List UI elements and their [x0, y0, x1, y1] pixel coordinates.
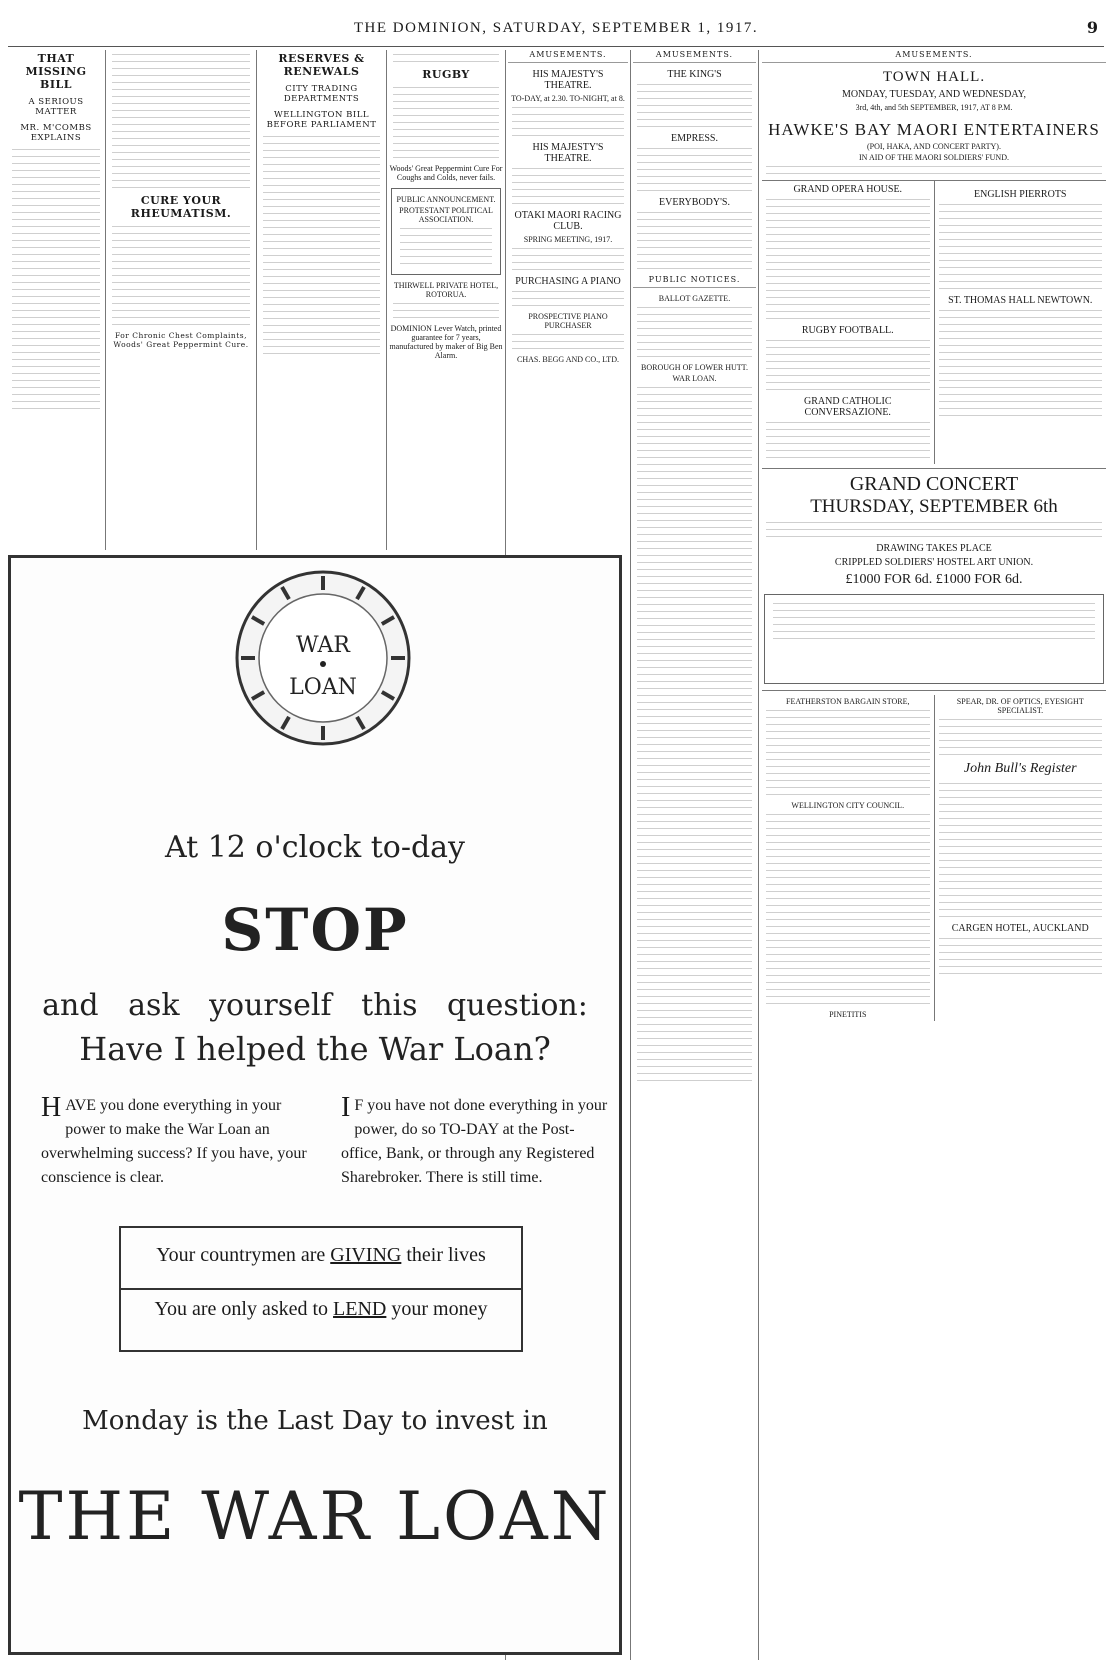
slogan-emphasis: LEND — [333, 1298, 387, 1320]
advertisement-body — [935, 938, 1107, 974]
drop-cap: I — [341, 1092, 351, 1123]
notice-body — [633, 307, 756, 357]
concert-body — [762, 522, 1106, 537]
clock-illustration — [233, 568, 413, 748]
article-headline: THAT MISSING BILL — [25, 52, 87, 91]
advertisement-body — [762, 814, 934, 1004]
column-divider — [758, 50, 759, 1660]
newspaper-title: THE DOMINION, SATURDAY, SEPTEMBER 1, 1917. — [353, 20, 759, 36]
advertisement-title: PURCHASING A PIANO — [515, 276, 621, 287]
masthead — [8, 16, 1104, 47]
war-loan-line-1: At 12 o'clock to-day — [164, 830, 465, 865]
advertisement-body — [508, 248, 628, 270]
war-loan-deadline: Monday is the Last Day to invest in — [82, 1406, 548, 1436]
war-loan-line-2: and ask yourself this question: — [42, 988, 588, 1023]
war-loan-slogan-box — [119, 1226, 523, 1352]
column-6 — [633, 50, 756, 1650]
advertisement-body — [389, 303, 503, 318]
section-divider — [762, 468, 1106, 469]
article-subhead: MR. M'COMBS EXPLAINS — [20, 123, 92, 143]
slogan-divider — [121, 1288, 521, 1290]
notice-title: BOROUGH OF LOWER HUTT. — [641, 363, 748, 372]
article-body — [8, 149, 104, 409]
advertisement-line: DOMINION Lever Watch, printed guarantee for 7 years, manufactured by maker of Big Ben Alarm. — [389, 324, 503, 360]
advertisement-body — [935, 204, 1107, 289]
column-1 — [8, 50, 104, 550]
clock-word-war: WAR — [296, 633, 350, 658]
advertisement-subtitle: TO-DAY, at 2.30. TO-NIGHT, at 8. — [511, 94, 625, 103]
advertisement-body — [508, 334, 628, 349]
column-divider — [256, 50, 257, 550]
announcement-box — [391, 188, 501, 275]
paragraph-text: F you have not done everything in your power, do so TO-DAY at the Post-office, Bank, or through any Registered Sharebroker. There is still time. — [341, 1097, 608, 1186]
advertisement-title: HIS MAJESTY'S THEATRE. — [532, 142, 604, 164]
order-form-box — [764, 594, 1104, 684]
section-header: AMUSEMENTS. — [633, 50, 756, 63]
announcement-subtitle: PROTESTANT POLITICAL ASSOCIATION. — [399, 206, 493, 224]
paragraph-text: AVE you done everything in your power to make the War Loan an overwhelming success? If you have, your conscience is clear. — [41, 1097, 307, 1186]
advertisement-title: ENGLISH PIERROTS — [973, 189, 1067, 200]
advertisement-body — [508, 168, 628, 204]
slogan-line-2 — [121, 1298, 521, 1321]
advertisement-subtitle: PROSPECTIVE PIANO PURCHASER — [528, 312, 608, 330]
page-number: 9 — [1086, 18, 1098, 37]
column-3 — [259, 50, 384, 550]
advertisement-body — [633, 84, 756, 127]
section-header: AMUSEMENTS. — [762, 50, 1106, 63]
advertisement-title: CARGEN HOTEL, AUCKLAND — [951, 923, 1089, 934]
column-divider — [105, 50, 106, 550]
order-form-lines — [769, 603, 1099, 639]
advertisement-line: THIRWELL PRIVATE HOTEL, ROTORUA. — [393, 281, 499, 299]
announcement-body — [396, 228, 496, 264]
war-loan-stop: STOP — [221, 896, 409, 964]
slogan-text: Your countrymen are — [156, 1244, 331, 1266]
section-divider — [762, 180, 1106, 181]
notice-body — [633, 387, 756, 1081]
war-loan-advertisement — [8, 555, 622, 1655]
article-headline: RUGBY — [422, 68, 470, 81]
column-2 — [108, 50, 254, 550]
advertisement-line: For Chronic Chest Complaints, Woods' Great Peppermint Cure. — [113, 331, 249, 349]
article-body — [389, 87, 503, 158]
slogan-text: their lives — [401, 1244, 486, 1266]
advertisement-body — [935, 783, 1107, 917]
slogan-text: your money — [386, 1298, 488, 1320]
advertisement-title: SPEAR, DR. OF OPTICS, EYESIGHT SPECIALIST. — [956, 697, 1084, 715]
art-union-title: CRIPPLED SOLDIERS' HOSTEL ART UNION. — [834, 557, 1034, 568]
war-loan-paragraph-right — [341, 1094, 611, 1190]
advertisement-title: HIS MAJESTY'S THEATRE. — [532, 69, 604, 91]
war-loan-banner: THE WAR LOAN — [18, 1478, 612, 1555]
advertisement-title: EMPRESS. — [671, 133, 718, 144]
advertisement-title: WELLINGTON CITY COUNCIL. — [791, 801, 905, 810]
advertisement-body — [935, 310, 1107, 416]
advertisement-subtitle: (POI, HAKA, AND CONCERT PARTY). — [867, 142, 1001, 151]
column-divider — [386, 50, 387, 550]
advertisement-subtitle: SPRING MEETING, 1917. — [523, 235, 613, 244]
advertisement-title: TOWN HALL. — [882, 69, 986, 85]
advertisement-aid: IN AID OF THE MAORI SOLDIERS' FUND. — [859, 153, 1009, 162]
advertisement-body — [508, 107, 628, 136]
article-headline: RESERVES & RENEWALS — [278, 52, 365, 78]
advertisement-title: PINETITIS — [829, 1010, 867, 1019]
advertisement-headline: HAWKE'S BAY MAORI ENTERTAINERS — [768, 120, 1100, 139]
article-headline: CURE YOUR RHEUMATISM. — [130, 194, 232, 220]
prize-line: £1000 FOR 6d. £1000 FOR 6d. — [845, 572, 1023, 587]
column-4 — [389, 50, 503, 550]
advertisement-line: Woods' Great Peppermint Cure For Coughs and Colds, never fails. — [389, 164, 503, 182]
advertisement-body — [633, 148, 756, 191]
article-subhead: CITY TRADING DEPARTMENTS — [283, 84, 360, 104]
advertisement-title: GRAND OPERA HOUSE. — [793, 184, 903, 195]
advertisement-body — [762, 199, 934, 319]
advertisement-title: OTAKI MAORI RACING CLUB. — [514, 210, 622, 232]
article-subhead: WELLINGTON BILL BEFORE PARLIAMENT — [266, 110, 377, 130]
register-masthead: John Bull's Register — [963, 761, 1077, 776]
slogan-text: You are only asked to — [154, 1298, 334, 1320]
section-header: AMUSEMENTS. — [508, 50, 628, 63]
advertisement-title: ST. THOMAS HALL NEWTOWN. — [948, 295, 1093, 306]
slogan-line-1 — [121, 1244, 521, 1267]
advertisement-title: GRAND CATHOLIC CONVERSAZIONE. — [804, 396, 892, 418]
advertisement-dates: MONDAY, TUESDAY, AND WEDNESDAY, — [841, 89, 1027, 100]
advertisement-body — [762, 166, 1106, 174]
advertisement-title: RUGBY FOOTBALL. — [801, 325, 894, 336]
advertisement-subtitle: CHAS. BEGG AND CO., LTD. — [517, 355, 619, 364]
advertisement-body — [762, 340, 934, 390]
advertisement-body — [762, 710, 934, 795]
advertisement-body — [935, 719, 1107, 755]
column-5 — [508, 50, 628, 550]
advertisement-title: FEATHERSTON BARGAIN STORE, — [786, 697, 910, 706]
drawing-title: DRAWING TAKES PLACE — [876, 543, 992, 554]
clock-word-loan: LOAN — [289, 675, 357, 700]
article-body — [259, 136, 384, 354]
advertisement-title: THE KING'S — [667, 69, 722, 80]
concert-headline: GRAND CONCERT — [849, 473, 1019, 495]
concert-date: THURSDAY, SEPTEMBER 6th — [810, 496, 1058, 517]
article-body — [108, 54, 254, 188]
announcement-title: PUBLIC ANNOUNCEMENT. — [396, 195, 496, 204]
right-column — [762, 50, 1106, 1650]
section-divider — [762, 690, 1106, 691]
article-subhead: A SERIOUS MATTER — [28, 97, 84, 117]
advertisement-dates-detail: 3rd, 4th, and 5th SEPTEMBER, 1917, AT 8 P.M. — [855, 103, 1013, 112]
article-body — [389, 54, 503, 62]
advertisement-body — [508, 291, 628, 306]
column-divider — [630, 50, 631, 1660]
notice-subtitle: WAR LOAN. — [672, 374, 717, 383]
advertisement-title: EVERYBODY'S. — [659, 197, 730, 208]
advertisement-body — [633, 212, 756, 269]
war-loan-paragraph-left — [41, 1094, 311, 1190]
article-body — [108, 226, 254, 325]
notice-title: BALLOT GAZETTE. — [658, 294, 731, 303]
advertisement-body — [762, 422, 934, 458]
drop-cap: H — [41, 1092, 62, 1123]
slogan-emphasis: GIVING — [330, 1244, 402, 1266]
section-header: PUBLIC NOTICES. — [633, 275, 756, 288]
war-loan-line-3: Have I helped the War Loan? — [79, 1030, 551, 1068]
